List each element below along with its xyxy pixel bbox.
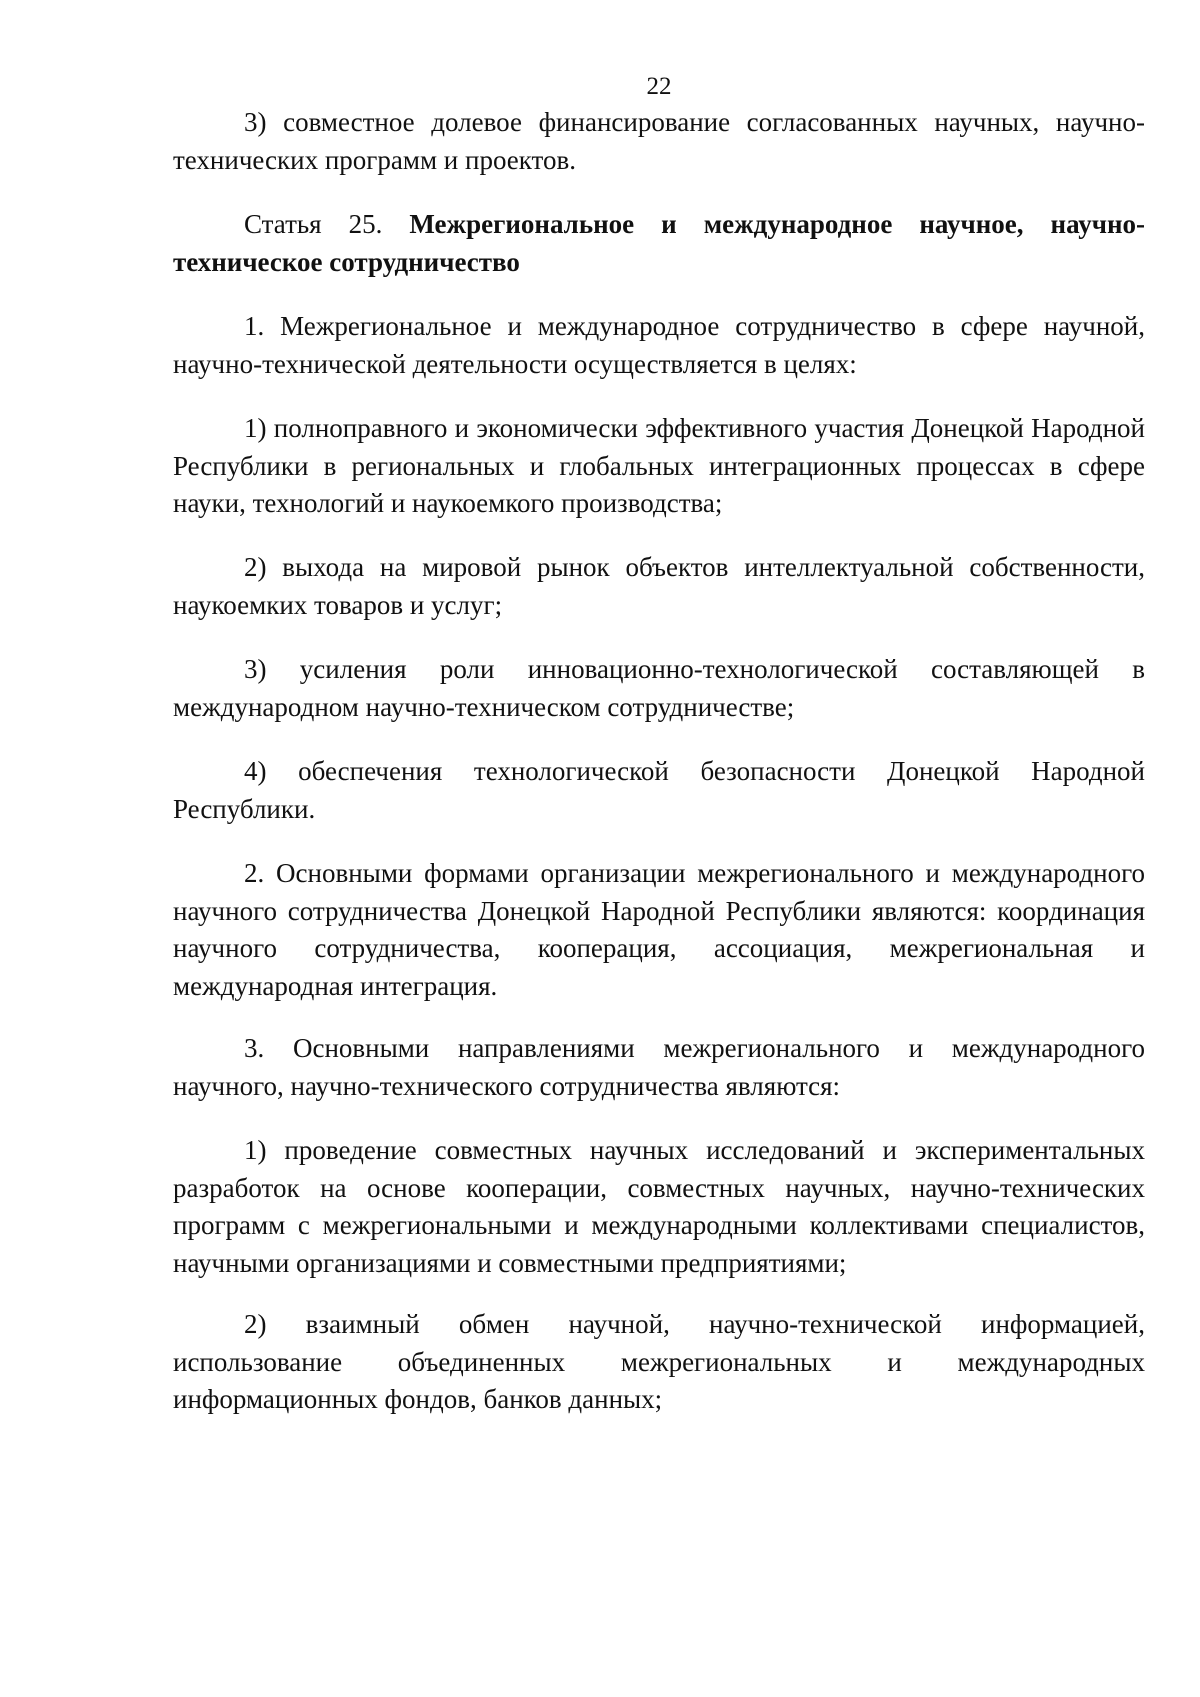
- article-heading: [173, 206, 1145, 281]
- paragraph-goal-4: 4) обеспечения технологической безопасности Донецкой Народной Республики.: [173, 756, 1145, 824]
- paragraph-forms: 2. Основными формами организации межрегионального и международного научного сотрудничества Донецкой Народной Республики являются: координация научного сотрудничества, кооперация, ассоциация, межрегиональная и международная интеграция.: [173, 858, 1145, 1001]
- paragraph-directions: 3. Основными направлениями межрегионального и международного научного, научно-технического сотрудничества являются:: [173, 1033, 1145, 1101]
- paragraph-direction-2: 2) взаимный обмен научной, научно-технической информацией, использование объединенных межрегиональных и международных информационных фондов, банков данных;: [173, 1309, 1145, 1414]
- article-label: Статья 25.: [244, 209, 383, 239]
- document-page: [173, 0, 1145, 1697]
- paragraph-goal-3: 3) усиления роли инновационно-технологической составляющей в международном научно-техническом сотрудничестве;: [173, 654, 1145, 722]
- article-title: Межрегиональное и международное научное, научно-техническое сотрудничество: [173, 209, 1145, 277]
- paragraph-goal-2: 2) выхода на мировой рынок объектов интеллектуальной собственности, наукоемких товаров и услуг;: [173, 552, 1145, 620]
- page-number: 22: [646, 73, 672, 100]
- paragraph-goal-1: 1) полноправного и экономически эффективного участия Донецкой Народной Республики в региональных и глобальных интеграционных процессах в сфере науки, технологий и наукоемкого производства;: [173, 413, 1145, 518]
- paragraph-cooperation-goals: 1. Межрегиональное и международное сотрудничество в сфере научной, научно-технической деятельности осуществляется в целях:: [173, 311, 1145, 379]
- paragraph-direction-1: 1) проведение совместных научных исследований и экспериментальных разработок на основе кооперации, совместных научных, научно-технических программ с межрегиональными и международными коллективами специалистов, научными организациями и совместными предприятиями;: [173, 1135, 1145, 1278]
- paragraph-financing: 3) совместное долевое финансирование согласованных научных, научно-технических программ и проектов.: [173, 107, 1145, 175]
